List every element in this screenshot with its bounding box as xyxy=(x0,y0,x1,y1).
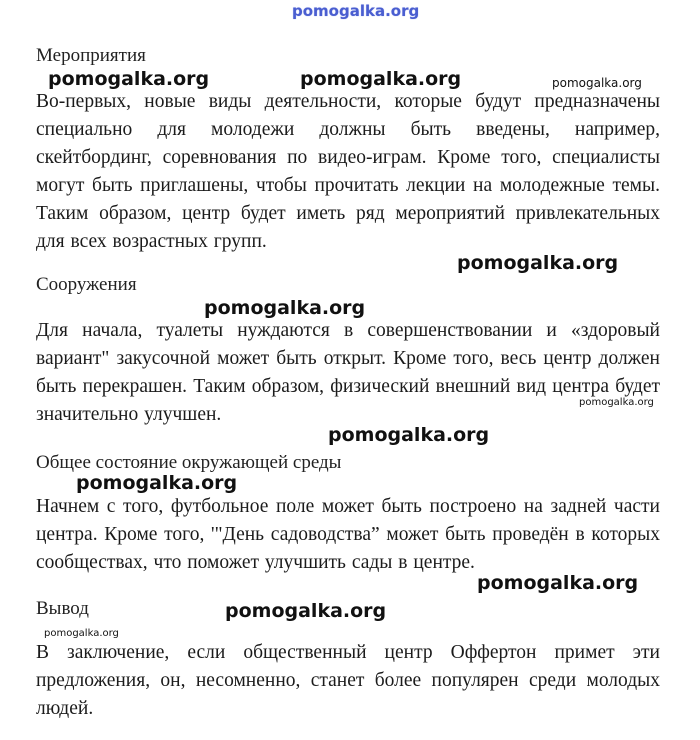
section-heading-conclusion: Вывод xyxy=(36,598,89,619)
watermark: pomogalka.org xyxy=(552,76,642,90)
watermark: pomogalka.org xyxy=(44,628,119,639)
watermark: pomogalka.org xyxy=(76,472,238,494)
section-text-environment: Начнем с того, футбольное поле может быть построено на задней части центра. Кроме того, '"День садоводства” может быть проведён в которых сообществах, что поможет улучшить сады в центре. xyxy=(36,496,660,573)
section-heading-environment: Общее состояние окружающей среды xyxy=(36,452,342,473)
section-text-facilities: Для начала, туалеты нуждаются в совершенствовании и «здоровый вариант" закусочной может быть открыт. Кроме того, весь центр должен быть перекрашен. Таким образом, физический внешний вид центра будет значительно улучшен. xyxy=(36,320,660,425)
watermark: pomogalka.org xyxy=(328,424,490,446)
watermark: pomogalka.org xyxy=(48,68,210,90)
section-text-activities: Во-первых, новые виды деятельности, которые будут предназначены специально для молодежи должны быть введены, например, скейтбординг, соревнования по видео-играм. Кроме того, специалисты могут быть приглашены, чтобы прочитать лекции на молодежные темы. Таким образом, центр будет иметь ряд мероприятий привлекательных для всех возрастных групп. xyxy=(36,91,660,252)
section-text-conclusion: В заключение, если общественный центр Оффертон примет эти предложения, он, несомненно, станет более популярен среди молодых людей. xyxy=(36,642,660,719)
section-heading-activities: Мероприятия xyxy=(36,45,146,66)
watermark: pomogalka.org xyxy=(457,252,619,274)
watermark-top: pomogalka.org xyxy=(292,2,420,20)
watermark: pomogalka.org xyxy=(477,572,639,594)
section-heading-facilities: Сооружения xyxy=(36,274,137,295)
watermark: pomogalka.org xyxy=(204,297,366,319)
watermark: pomogalka.org xyxy=(225,600,387,622)
watermark: pomogalka.org xyxy=(300,68,462,90)
watermark: pomogalka.org xyxy=(579,397,654,408)
